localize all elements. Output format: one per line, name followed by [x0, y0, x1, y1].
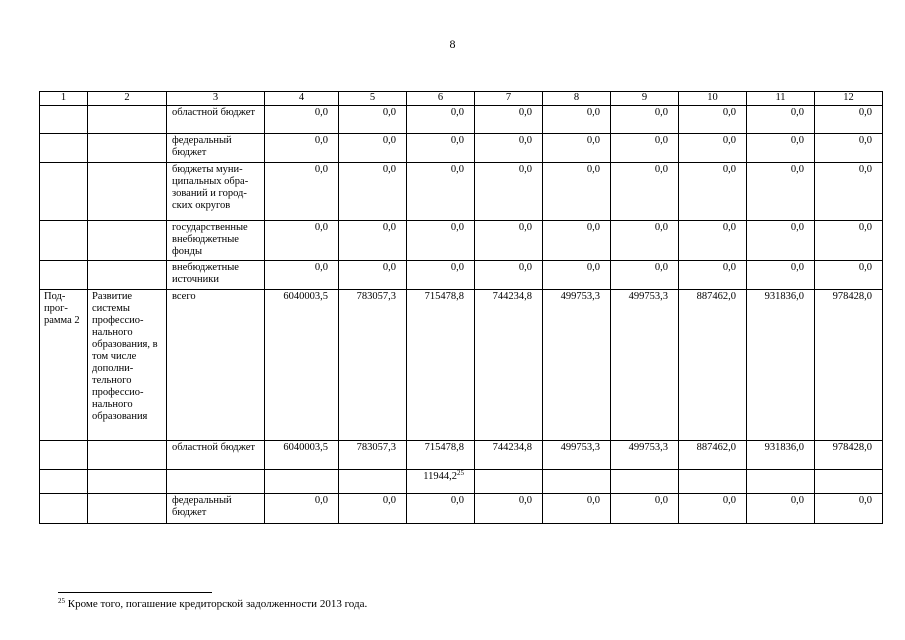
- value-cell: [339, 290, 407, 441]
- value-cell: [543, 494, 611, 524]
- column-number-header: 5: [339, 92, 407, 106]
- value-cell: [339, 261, 407, 290]
- value-cell: [265, 470, 339, 494]
- value-text: 0,0: [858, 107, 872, 118]
- value-cell: [815, 134, 883, 163]
- value-text: 0,0: [450, 262, 464, 273]
- value-text: 0,0: [722, 135, 736, 146]
- value-text: 0,0: [858, 495, 872, 506]
- value-text: 0,0: [654, 135, 668, 146]
- value-text: 0,0: [858, 164, 872, 175]
- value-cell: [679, 441, 747, 470]
- program-name-cell: [88, 441, 167, 470]
- program-status-cell: [40, 441, 88, 470]
- value-cell: [265, 441, 339, 470]
- value-text: 0,0: [518, 222, 532, 233]
- value-cell: [475, 470, 543, 494]
- value-cell: [747, 470, 815, 494]
- column-number-header: 8: [543, 92, 611, 106]
- program-name-cell: [88, 163, 167, 221]
- value-cell: [815, 470, 883, 494]
- program-name-cell: [88, 221, 167, 261]
- funding-source-cell: внебюджетные источники: [167, 261, 265, 290]
- program-status-cell: [40, 221, 88, 261]
- value-text: 0,0: [722, 222, 736, 233]
- value-cell: [475, 261, 543, 290]
- value-text: 0,0: [518, 135, 532, 146]
- value-cell: [747, 163, 815, 221]
- value-text: 6040003,5: [283, 442, 328, 453]
- value-cell: [815, 221, 883, 261]
- value-cell: [679, 163, 747, 221]
- footnote-reference: 25: [457, 469, 464, 477]
- funding-source-cell: бюджеты муни-ципальных обра-зований и город-ских округов: [167, 163, 265, 221]
- column-number-header: 10: [679, 92, 747, 106]
- value-cell: [265, 221, 339, 261]
- value-text: 499753,3: [560, 291, 600, 302]
- table-header-row: [40, 92, 883, 106]
- value-text: 0,0: [518, 495, 532, 506]
- value-text: 887462,0: [696, 291, 736, 302]
- value-cell: [543, 221, 611, 261]
- value-text: 0,0: [586, 135, 600, 146]
- value-text: 0,0: [382, 107, 396, 118]
- value-text: 499753,3: [560, 442, 600, 453]
- value-cell: [339, 221, 407, 261]
- value-cell: [679, 106, 747, 134]
- table-row: [40, 494, 883, 524]
- value-cell: [475, 134, 543, 163]
- value-text: 0,0: [450, 135, 464, 146]
- value-text: 0,0: [450, 164, 464, 175]
- table-row: [40, 441, 883, 470]
- footnote: [58, 598, 367, 610]
- value-cell: [407, 441, 475, 470]
- program-status-cell: Под-прог-рамма 2: [40, 290, 88, 441]
- value-text: 0,0: [518, 107, 532, 118]
- value-text: 0,0: [790, 222, 804, 233]
- value-cell: [407, 106, 475, 134]
- value-cell: [611, 290, 679, 441]
- program-status-cell: [40, 261, 88, 290]
- value-cell: [679, 134, 747, 163]
- value-cell: [407, 163, 475, 221]
- value-cell: [543, 261, 611, 290]
- program-name-cell: Развитие системы профессио-нального образования, в том числе дополни-тельного профессио-нального образования: [88, 290, 167, 441]
- value-cell: [815, 494, 883, 524]
- value-text: 0,0: [518, 164, 532, 175]
- value-text: 0,0: [654, 164, 668, 175]
- value-text: 744234,8: [492, 442, 532, 453]
- value-text: 0,0: [382, 222, 396, 233]
- program-status-cell: [40, 106, 88, 134]
- value-cell: [475, 441, 543, 470]
- value-cell: [475, 106, 543, 134]
- footnote-rule: [58, 592, 212, 593]
- value-text: 0,0: [450, 222, 464, 233]
- value-text: 0,0: [382, 262, 396, 273]
- column-number-header: 11: [747, 92, 815, 106]
- value-cell: [265, 106, 339, 134]
- value-text: 0,0: [654, 262, 668, 273]
- value-cell: [611, 134, 679, 163]
- value-text: 783057,3: [356, 442, 396, 453]
- value-text: 783057,3: [356, 291, 396, 302]
- value-cell: [407, 261, 475, 290]
- program-status-cell: [40, 470, 88, 494]
- value-cell: [679, 261, 747, 290]
- value-cell: [747, 106, 815, 134]
- table-row: [40, 290, 883, 441]
- program-name-cell: [88, 494, 167, 524]
- column-number-header: 3: [167, 92, 265, 106]
- value-cell: [475, 494, 543, 524]
- value-cell: [815, 290, 883, 441]
- value-cell: [339, 134, 407, 163]
- value-text: 931836,0: [764, 442, 804, 453]
- table-row: [40, 221, 883, 261]
- column-number-header: 2: [88, 92, 167, 106]
- value-text: 0,0: [722, 164, 736, 175]
- value-cell: [747, 261, 815, 290]
- value-text: 0,0: [314, 495, 328, 506]
- value-text: 0,0: [858, 222, 872, 233]
- value-text: 0,0: [722, 107, 736, 118]
- value-cell: [611, 441, 679, 470]
- value-cell: [543, 163, 611, 221]
- program-name-cell: [88, 134, 167, 163]
- table-row: [40, 470, 883, 494]
- value-text: 978428,0: [832, 291, 872, 302]
- budget-table: [39, 91, 883, 524]
- value-cell: [747, 441, 815, 470]
- value-cell: [265, 261, 339, 290]
- value-text: 0,0: [314, 222, 328, 233]
- value-cell: [611, 470, 679, 494]
- column-number-header: 6: [407, 92, 475, 106]
- value-text: 0,0: [382, 135, 396, 146]
- value-cell: [815, 261, 883, 290]
- column-number-header: 7: [475, 92, 543, 106]
- value-text: 6040003,5: [283, 291, 328, 302]
- value-text: 0,0: [450, 107, 464, 118]
- value-cell: [407, 494, 475, 524]
- value-cell: [339, 470, 407, 494]
- value-text: 0,0: [654, 495, 668, 506]
- value-cell: [747, 134, 815, 163]
- value-text: 931836,0: [764, 291, 804, 302]
- program-name-cell: [88, 261, 167, 290]
- footnote-mark: 25: [58, 597, 65, 605]
- value-text: 0,0: [382, 495, 396, 506]
- value-cell: [815, 441, 883, 470]
- value-cell: [679, 494, 747, 524]
- funding-source-cell: федеральный бюджет: [167, 494, 265, 524]
- value-cell: [475, 221, 543, 261]
- value-cell: [611, 163, 679, 221]
- program-name-cell: [88, 470, 167, 494]
- value-cell: [475, 290, 543, 441]
- value-cell: [747, 221, 815, 261]
- table-row: [40, 106, 883, 134]
- program-status-cell: [40, 163, 88, 221]
- value-cell: [679, 290, 747, 441]
- value-text: 0,0: [790, 495, 804, 506]
- value-cell: [265, 494, 339, 524]
- value-text: 0,0: [314, 135, 328, 146]
- value-text: 0,0: [790, 107, 804, 118]
- value-text: 0,0: [790, 164, 804, 175]
- program-status-cell: [40, 494, 88, 524]
- value-cell: [679, 221, 747, 261]
- table-row: [40, 163, 883, 221]
- value-text: 0,0: [518, 262, 532, 273]
- value-cell: [407, 290, 475, 441]
- funding-source-cell: [167, 470, 265, 494]
- value-text: 0,0: [586, 495, 600, 506]
- value-cell: [543, 441, 611, 470]
- value-text: 0,0: [654, 107, 668, 118]
- value-text: 0,0: [586, 164, 600, 175]
- value-cell: [611, 494, 679, 524]
- value-cell: [339, 163, 407, 221]
- value-text: 0,0: [586, 262, 600, 273]
- value-cell: [265, 290, 339, 441]
- funding-source-cell: областной бюджет: [167, 106, 265, 134]
- value-text: 0,0: [858, 262, 872, 273]
- column-number-header: 4: [265, 92, 339, 106]
- value-cell: [339, 106, 407, 134]
- column-number-header: 12: [815, 92, 883, 106]
- value-text: 0,0: [654, 222, 668, 233]
- value-text: 0,0: [586, 107, 600, 118]
- value-text: 0,0: [450, 495, 464, 506]
- value-cell: [679, 470, 747, 494]
- value-cell: [339, 441, 407, 470]
- value-text: 715478,8: [424, 291, 464, 302]
- table-row: [40, 261, 883, 290]
- value-text: 499753,3: [628, 291, 668, 302]
- value-cell: [543, 106, 611, 134]
- value-text: 978428,0: [832, 442, 872, 453]
- value-cell: [339, 494, 407, 524]
- value-text: 0,0: [586, 222, 600, 233]
- value-cell: [407, 470, 475, 494]
- program-status-cell: [40, 134, 88, 163]
- value-text: 887462,0: [696, 442, 736, 453]
- value-cell: [407, 134, 475, 163]
- value-cell: [407, 221, 475, 261]
- value-cell: [543, 290, 611, 441]
- table-row: [40, 134, 883, 163]
- value-cell: [611, 106, 679, 134]
- value-cell: [543, 134, 611, 163]
- funding-source-cell: областной бюджет: [167, 441, 265, 470]
- value-text: 0,0: [314, 107, 328, 118]
- value-text: 0,0: [314, 164, 328, 175]
- value-text: 0,0: [858, 135, 872, 146]
- page-number: 8: [449, 37, 456, 51]
- column-number-header: 1: [40, 92, 88, 106]
- value-text: 0,0: [382, 164, 396, 175]
- program-name-cell: [88, 106, 167, 134]
- value-cell: [265, 134, 339, 163]
- value-cell: [611, 221, 679, 261]
- value-text: 715478,8: [424, 442, 464, 453]
- value-cell: [265, 163, 339, 221]
- value-text: 744234,8: [492, 291, 532, 302]
- value-cell: [543, 470, 611, 494]
- funding-source-cell: всего: [167, 290, 265, 441]
- value-text: 0,0: [790, 262, 804, 273]
- funding-source-cell: государственные внебюджетные фонды: [167, 221, 265, 261]
- value-text: 0,0: [722, 262, 736, 273]
- value-text: 0,0: [790, 135, 804, 146]
- value-cell: [815, 163, 883, 221]
- value-text: 0,0: [314, 262, 328, 273]
- column-number-header: 9: [611, 92, 679, 106]
- value-cell: [611, 261, 679, 290]
- value-cell: [815, 106, 883, 134]
- value-text: 0,0: [722, 495, 736, 506]
- value-cell: [747, 290, 815, 441]
- value-text: 499753,3: [628, 442, 668, 453]
- value-cell: [475, 163, 543, 221]
- footnote-text: Кроме того, погашение кредиторской задолженности 2013 года.: [65, 598, 368, 610]
- funding-source-cell: федеральный бюджет: [167, 134, 265, 163]
- value-cell: [747, 494, 815, 524]
- value-text: 11944,2: [423, 471, 457, 482]
